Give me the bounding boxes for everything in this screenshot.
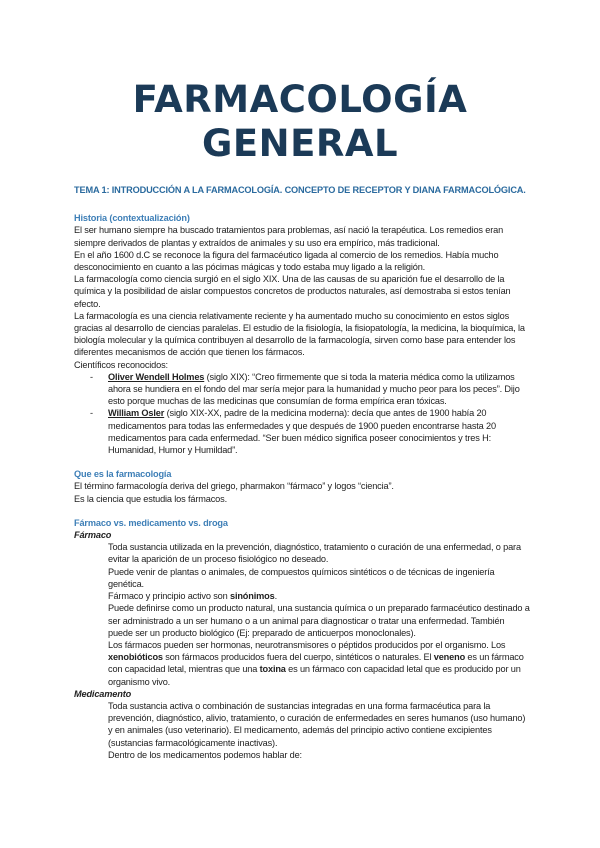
text-span: Fármaco y principio activo son (108, 591, 230, 602)
paragraph (108, 639, 530, 688)
list-item (90, 371, 530, 408)
title-line-2: GENERAL (201, 122, 399, 165)
paragraph: En el año 1600 d.C se reconoce la figura del farmacéutico ligada al comercio de los remedios. Había mucho desconocimiento en cuanto a las pócimas mágicas y todo estaba muy ligado a la religión. (74, 249, 499, 273)
document-body (74, 184, 530, 761)
text-span: Los fármacos pueden ser hormonas, neurotransmisores o péptidos producidos por el organismo. Los (108, 639, 506, 650)
bold-term: veneno (433, 652, 466, 663)
medicamento-definition (108, 700, 530, 761)
text-span: son fármacos producidos fuera del cuerpo, sintéticos o naturales. El (162, 652, 434, 663)
subheading-farmaco: Fármaco (74, 530, 112, 541)
paragraph (108, 590, 530, 602)
section-heading-historia: Historia (contextualización) (74, 213, 190, 224)
bold-term: sinónimos (229, 591, 275, 602)
paragraph: Dentro de los medicamentos podemos hablar de: (108, 749, 302, 760)
paragraph: El término farmacología deriva del griego, pharmakon “fármaco” y logos “ciencia”. (74, 481, 394, 492)
section-heading-farmacologia: Que es la farmacología (74, 469, 172, 480)
bullet-dash: - (90, 408, 93, 419)
text-span: es un fármaco con capacidad letal, mientras que una (108, 652, 524, 675)
text-span: es un fármaco con capacidad letal que es producido por un organismo vivo. (108, 664, 521, 687)
scientist-name: William Osler (108, 408, 165, 419)
paragraph: Científicos reconocidos: (74, 359, 168, 370)
farmaco-definition (108, 541, 530, 687)
bold-term: toxina (259, 664, 286, 675)
scientists-list (74, 371, 530, 456)
title-line-1: FARMACOLOGÍA (132, 78, 468, 121)
paragraph: El ser humano siempre ha buscado tratamientos para problemas, así nació la terapéutica. Los remedios eran siempre derivados de plantas y extraídos de animales y su uso era empírico, más tradicional. (74, 225, 504, 248)
paragraph: Es la ciencia que estudia los fármacos. (74, 493, 227, 504)
paragraph: La farmacología como ciencia surgió en el siglo XIX. Una de las causas de su aparición fue el desarrollo de la química y la posibilidad de aislar compuestos concretos de productos naturales, así demostraba si estos tenían efecto. (74, 274, 511, 309)
text-span: . (274, 591, 277, 602)
paragraph: Puede venir de plantas o animales, de compuestos químicos sintéticos o de técnicas de ingeniería genética. (108, 566, 495, 589)
scientist-text: (siglo XIX-XX, padre de la medicina moderna): decía que antes de 1900 había 20 medicamentos para todas las enfermedades y que después de 1900 pueden encontrarse hasta 20 medicamentos para cada enfermedad. “Ser buen médico significa poseer conocimientos y tres H: Humanidad, Humor y Humildad”. (108, 408, 496, 456)
bold-term: xenobióticos (108, 652, 163, 663)
paragraph: Puede definirse como un producto natural, una sustancia química o un preparado farmacéutico destinado a ser administrado a un ser humano o a un animal para diagnosticar o tratar una enfermedad. También puede ser un producto biológico (Ej: preparado de anticuerpos monoclonales). (108, 603, 530, 638)
scientist-text: (siglo XIX): “Creo firmemente que si toda la materia médica como la utilizamos ahora se hundiera en el fondo del mar sería mejor para la humanidad y mucho peor para los peces”. Dijo esto porque muchas de las medicinas que consumían de forma empírica eran tóxicas. (108, 371, 520, 407)
page-title (0, 78, 600, 166)
section-heading-farmaco-vs: Fármaco vs. medicamento vs. droga (74, 517, 228, 528)
scientist-name: Oliver Wendell Holmes (108, 371, 205, 382)
paragraph: La farmacología es una ciencia relativamente reciente y ha aumentado mucho su conocimiento en estos siglos gracias al desarrollo de ciencias paralelas. El estudio de la fisiología, la fisiopatología, la medicina, la bioquímica, la biología molecular y la química contribuyen al desarrollo de la farmacología, sirven como base para entender los diferentes mecanismos de acción que tienen los fármacos. (74, 310, 525, 358)
topic-heading: TEMA 1: INTRODUCCIÓN A LA FARMACOLOGÍA. CONCEPTO DE RECEPTOR Y DIANA FARMACOLÓGICA. (74, 185, 526, 195)
list-item (90, 407, 530, 456)
paragraph: Toda sustancia utilizada en la prevención, diagnóstico, tratamiento o curación de una enfermedad, o para evitar la aparición de un proceso fisiológico no deseado. (108, 542, 521, 565)
subheading-medicamento: Medicamento (74, 688, 132, 699)
paragraph: Toda sustancia activa o combinación de sustancias integradas en una forma farmacéutica para la prevención, diagnóstico, alivio, tratamiento, o curación de enfermedades en seres humanos (uso humano) y en animales (uso veterinario). El medicamento, además del principio activo contiene excipientes (sustancias farmacológicamente inactivas). (108, 700, 526, 748)
bullet-dash: - (90, 371, 93, 382)
